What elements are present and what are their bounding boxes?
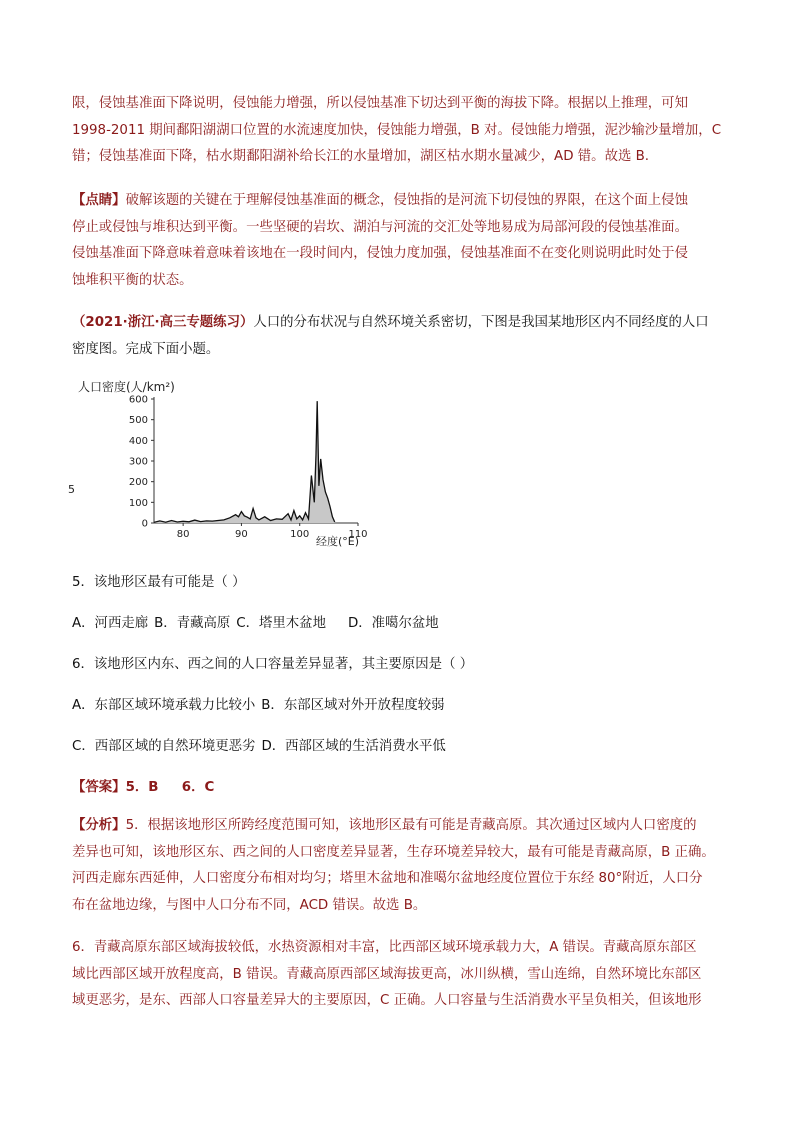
- y-tick-label: 600: [128, 394, 148, 406]
- text-line: 河西走廊东西延伸，人口密度分布相对均匀；塔里木盆地和准噶尔盆地经度位置位于东经 80°附近，人口分: [72, 871, 703, 886]
- key-point-paragraph: [72, 188, 724, 294]
- text-line: 6．青藏高原东部区域海拔较低，水热资源相对丰富，比西部区域环境承载力大，A 错误。青藏高原东部区: [72, 940, 697, 955]
- y-tick-label: 500: [128, 415, 148, 427]
- option-c: C．西部区域的自然环境更恶劣: [72, 739, 256, 754]
- analysis-paragraph: [72, 813, 724, 919]
- side-mark: 5: [68, 483, 75, 496]
- text-line: 错；侵蚀基准面下降，枯水期鄱阳湖补给长江的水量增加，湖区枯水期水量减少，AD 错。故选 B.: [72, 149, 650, 164]
- y-tick-label: 100: [128, 497, 148, 509]
- text-line: 破解该题的关键在于理解侵蚀基准面的概念，侵蚀指的是河流下切侵蚀的界限，在这个面上侵蚀: [125, 193, 688, 208]
- option-a: A．河西走廊: [72, 616, 149, 631]
- question-6-options-row2: [72, 735, 446, 754]
- text-line: 限，侵蚀基准面下降说明，侵蚀能力增强，所以侵蚀基准下切达到平衡的海拔下降。根据以上推理，可知: [72, 96, 688, 111]
- text-line: 差异也可知，该地形区东、西之间的人口密度差异显著，生存环境差异较大，最有可能是青藏高原，B 正确。: [72, 844, 715, 860]
- text-line: 侵蚀基准面下降意味着意味着该地在一段时间内，侵蚀力度加强，侵蚀基准面不在变化则说明此时处于侵: [72, 246, 688, 261]
- y-tick-label: 200: [128, 477, 148, 489]
- answer-text: 5．B 6．C: [125, 780, 215, 795]
- answer-tag: 【答案】: [72, 780, 126, 795]
- text-line: 5．根据该地形区所跨经度范围可知，该地形区最有可能是青藏高原。其次通过区域内人口密度的: [125, 818, 697, 833]
- option-b: B．东部区域对外开放程度较弱: [261, 698, 445, 713]
- text-line: 蚀堆积平衡的状态。: [72, 272, 193, 288]
- intro-text: 人口的分布状况与自然环境关系密切，下图是我国某地形区内不同经度的人口: [253, 315, 709, 330]
- text-line: 停止或侵蚀与堆积达到平衡。一些坚硬的岩坎、湖泊与河流的交汇处等地易成为局部河段的侵蚀基准面。: [72, 219, 688, 235]
- x-tick-label: 90: [235, 529, 248, 540]
- y-tick-label: 400: [128, 435, 148, 447]
- x-tick-label: 110: [348, 529, 368, 540]
- question-intro: [72, 310, 724, 363]
- key-point-tag: 【点睛】: [72, 193, 126, 208]
- x-axis-label: 经度(°E): [316, 535, 360, 548]
- density-area: [154, 401, 335, 523]
- y-tick-label: 300: [128, 456, 148, 468]
- question-6-stem: 6．该地形区内东、西之间的人口容量差异显著，其主要原因是（ ）: [72, 657, 474, 672]
- text-line: 布在盆地边缘，与图中人口分布不同，ACD 错误。故选 B。: [72, 897, 427, 913]
- option-d: D．准噶尔盆地: [347, 616, 439, 631]
- analysis-tag: 【分析】: [72, 818, 126, 833]
- text-line: 域比西部区域开放程度高，B 错误。青藏高原西部区域海拔更高，冰川纵横，雪山连绵，自然环境比东部区: [72, 966, 702, 982]
- text-line: 域更恶劣，是东、西部人口容量差异大的主要原因，C 正确。人口容量与生活消费水平呈负相关，但该地形: [72, 993, 702, 1008]
- analysis-continuation: [72, 91, 724, 171]
- x-tick-label: 100: [290, 529, 310, 540]
- option-d: D．西部区域的生活消费水平低: [261, 739, 446, 754]
- intro-text: 密度图。完成下面小题。: [72, 341, 220, 357]
- population-density-chart: [68, 372, 388, 554]
- question-5-options: [72, 612, 439, 631]
- answer-line: [72, 776, 214, 795]
- option-c: C．塔里木盆地: [236, 616, 326, 631]
- analysis-q6-paragraph: [72, 935, 724, 1015]
- density-line: [154, 401, 335, 522]
- y-ticks: [129, 395, 154, 530]
- question-6-options-row1: [72, 694, 445, 713]
- y-axis-label: 人口密度(人/km²): [78, 380, 175, 394]
- question-source: （2021·浙江·高三专题练习）: [72, 315, 254, 330]
- option-b: B．青藏高原: [154, 616, 231, 631]
- x-tick-label: 80: [176, 529, 190, 540]
- option-a: A．东部区域环境承载力比较小: [72, 698, 256, 713]
- question-5-stem: 5．该地形区最有可能是（ ）: [72, 575, 246, 590]
- text-line: 1998-2011 期间鄱阳湖湖口位置的水流速度加快，侵蚀能力增强，B 对。侵蚀能力增强，泥沙输沙量增加，C: [72, 122, 722, 138]
- y-tick-label: 0: [141, 518, 148, 530]
